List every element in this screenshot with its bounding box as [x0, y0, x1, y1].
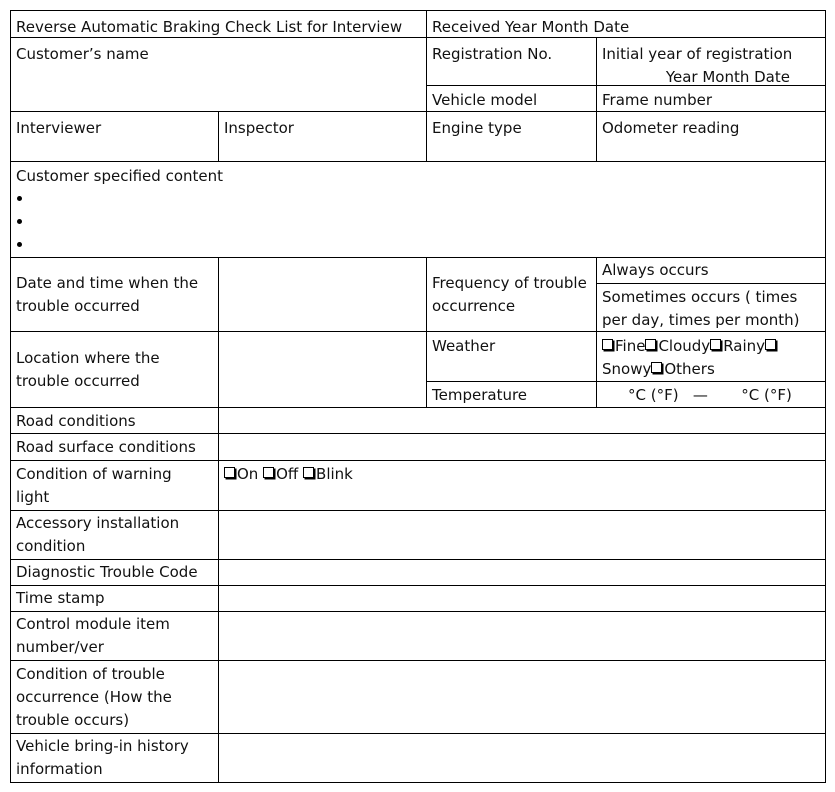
initial-registration-field[interactable]: Initial year of registration Year Month Date: [596, 37, 826, 86]
bring-in-history-input[interactable]: [218, 733, 826, 783]
interviewer-field[interactable]: Interviewer: [10, 111, 219, 162]
location-input[interactable]: [218, 331, 427, 408]
dtc-input[interactable]: [218, 559, 826, 586]
fine-checkbox[interactable]: [602, 339, 613, 350]
bring-in-history-label: Vehicle bring-in history information: [10, 733, 219, 783]
weather-label: Weather: [426, 331, 597, 382]
received-date-field[interactable]: Received Year Month Date: [426, 10, 826, 38]
accessory-label: Accessory installation condition: [10, 510, 219, 560]
sometimes-occurs-option[interactable]: Sometimes occurs ( times per day, times per month): [596, 283, 826, 332]
weather-options: Fine Cloudy Rainy Snowy Others: [596, 331, 826, 382]
rainy-checkbox[interactable]: [710, 339, 721, 350]
cloudy-checkbox[interactable]: [645, 339, 656, 350]
inspector-field[interactable]: Inspector: [218, 111, 427, 162]
warning-light-label: Condition of warning light: [10, 460, 219, 511]
frame-number-field[interactable]: Frame number: [596, 85, 826, 112]
bullet-point: [16, 188, 820, 211]
date-time-input[interactable]: [218, 257, 427, 332]
control-module-input[interactable]: [218, 611, 826, 661]
vehicle-model-field[interactable]: Vehicle model: [426, 85, 597, 112]
warning-light-options: On Off Blink: [218, 460, 826, 511]
accessory-input[interactable]: [218, 510, 826, 560]
odometer-field[interactable]: Odometer reading: [596, 111, 826, 162]
dtc-label: Diagnostic Trouble Code: [10, 559, 219, 586]
snowy-checkbox[interactable]: [765, 339, 776, 350]
registration-no-field[interactable]: Registration No.: [426, 37, 597, 86]
temperature-range-field[interactable]: °C (°F) — °C (°F): [596, 381, 826, 408]
customer-name-field[interactable]: Customer’s name: [10, 37, 427, 112]
on-checkbox[interactable]: [224, 467, 235, 478]
road-surface-input[interactable]: [218, 433, 826, 461]
date-time-label: Date and time when the trouble occurred: [10, 257, 219, 332]
bullet-point: [16, 211, 820, 234]
customer-specified-content[interactable]: Customer specified content: [10, 161, 826, 258]
road-conditions-input[interactable]: [218, 407, 826, 434]
engine-type-field[interactable]: Engine type: [426, 111, 597, 162]
location-label: Location where the trouble occurred: [10, 331, 219, 408]
time-stamp-label: Time stamp: [10, 585, 219, 612]
road-conditions-label: Road conditions: [10, 407, 219, 434]
checklist-title: Reverse Automatic Braking Check List for Interview: [10, 10, 427, 38]
frequency-label: Frequency of trouble occurrence: [426, 257, 597, 332]
temperature-label: Temperature: [426, 381, 597, 408]
trouble-condition-input[interactable]: [218, 660, 826, 734]
bullet-point: [16, 234, 820, 257]
trouble-condition-label: Condition of trouble occurrence (How the trouble occurs): [10, 660, 219, 734]
blink-checkbox[interactable]: [303, 467, 314, 478]
road-surface-label: Road surface conditions: [10, 433, 219, 461]
always-occurs-option[interactable]: Always occurs: [596, 257, 826, 284]
time-stamp-input[interactable]: [218, 585, 826, 612]
others-checkbox[interactable]: [651, 362, 662, 373]
off-checkbox[interactable]: [263, 467, 274, 478]
control-module-label: Control module item number/ver: [10, 611, 219, 661]
